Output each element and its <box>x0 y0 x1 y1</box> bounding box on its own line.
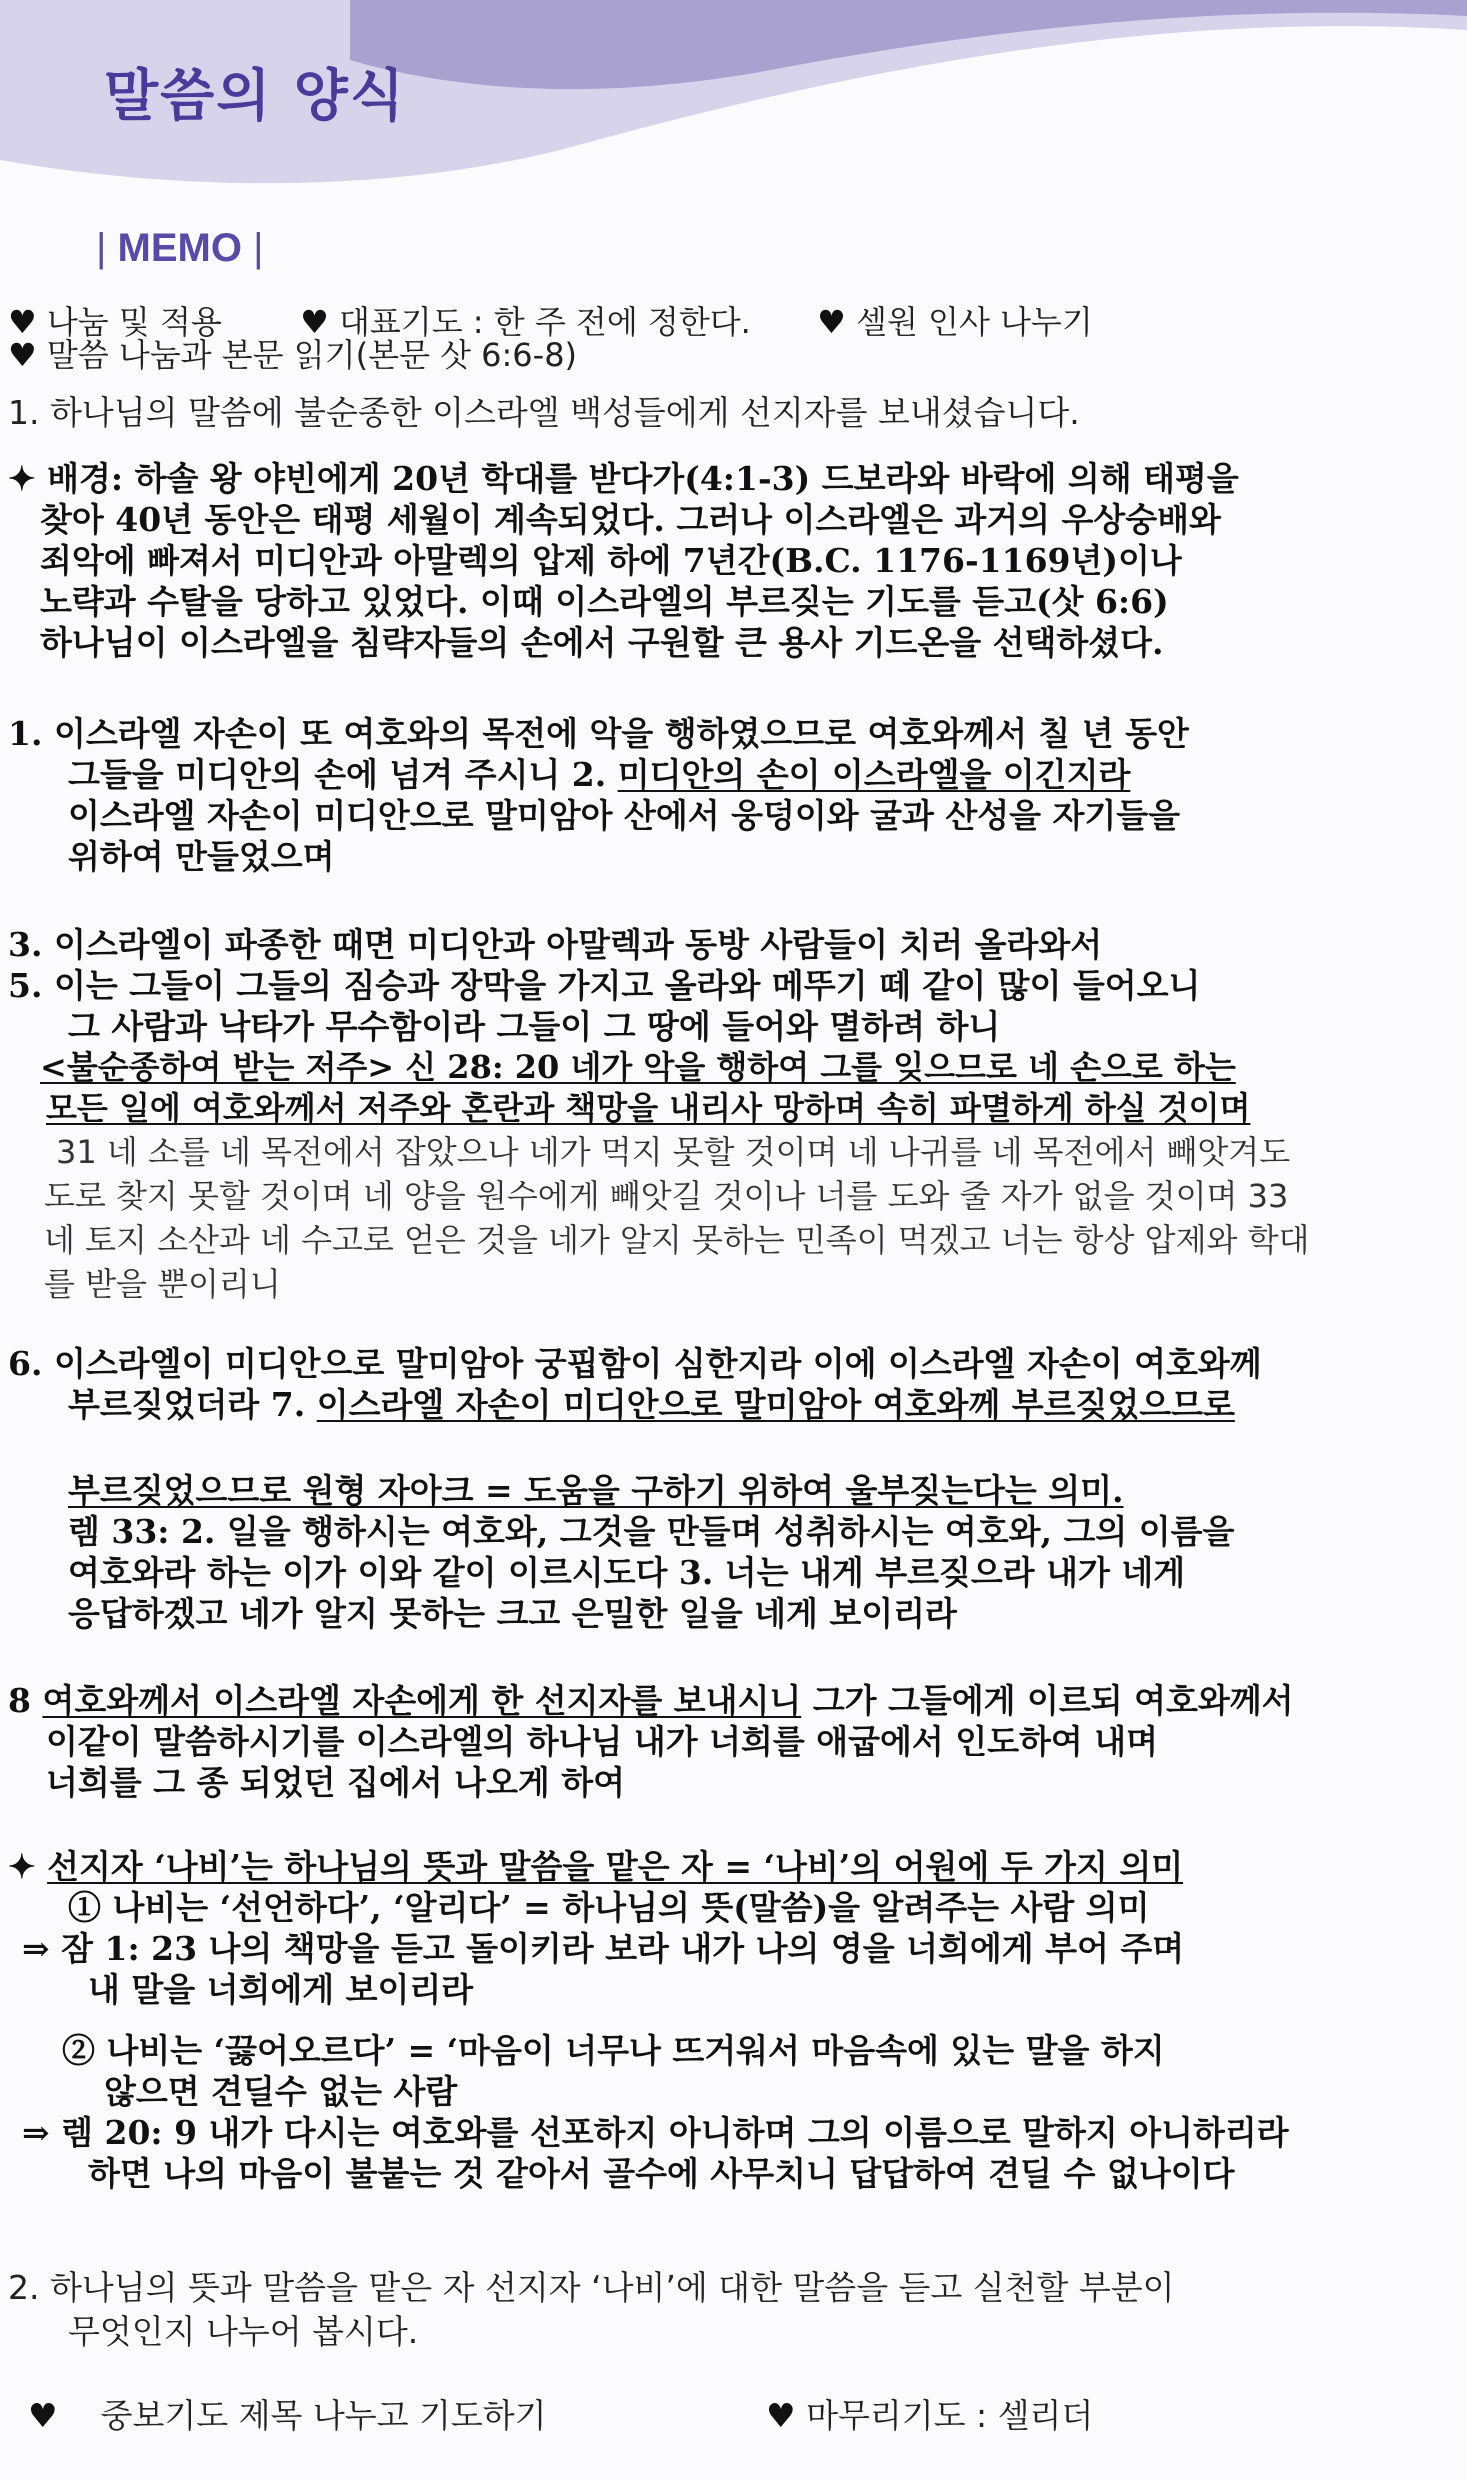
star-icon: ✦ <box>8 1847 48 1886</box>
background-line: 죄악에 빠져서 미디안과 아말렉의 압제 하에 7년간(B.C. 1176-1169년)이나 <box>40 541 1182 580</box>
proverbs-line: ⇒ 잠 1: 23 나의 책망을 듣고 돌이키라 보라 내가 나의 영을 너희에게 부어 주며 <box>22 1929 1185 1968</box>
background-line: 찾아 40년 동안은 태평 세월이 계속되었다. 그러나 이스라엘은 과거의 우상숭배와 <box>40 500 1221 539</box>
intro-row-1 <box>8 303 1459 341</box>
passage-text: 부르짖었더라 7. <box>68 1385 317 1424</box>
jeremiah-20-line: 하면 나의 마음이 불붙는 것 같아서 골수에 사무치니 답답하여 견딜 수 없나이다 <box>88 2154 1235 2193</box>
passage-text: 8 <box>8 1681 43 1720</box>
heart-icon: ♥ <box>766 2396 796 2435</box>
passage-line <box>8 1680 1459 1721</box>
jeremiah-line: 여호와라 하는 이가 이와 같이 이르시도다 3. 너는 내게 부르짖으라 내가 네게 <box>68 1553 1186 1592</box>
passage-text: 그가 그들에게 이르되 여호와께서 <box>801 1681 1294 1720</box>
footer-closing-prayer <box>766 2390 1093 2437</box>
intro-item-reading: 말씀 나눔과 본문 읽기(본문 삿 6:6-8) <box>46 336 578 374</box>
heart-icon: ♥ <box>28 2396 58 2435</box>
proverbs-line: 내 말을 너희에게 보이리라 <box>88 1970 474 2009</box>
passage-line <box>8 1384 1459 1425</box>
cry-meaning: 부르짖었으므로 원형 자아크 = 도움을 구하기 위하여 울부짖는다는 의미. <box>68 1471 1124 1510</box>
passage-underlined: 미디안의 손이 이스라엘을 이긴지라 <box>617 755 1131 794</box>
cry-explanation <box>8 1470 1459 1634</box>
background-line: 노략과 수탈을 당하고 있었다. 이때 이스라엘의 부르짖는 기도를 듣고(삿 6:6) <box>40 582 1169 621</box>
passage-line: 1. 이스라엘 자손이 또 여호와의 목전에 악을 행하였으므로 여호와께서 칠 년 동안 <box>8 714 1189 753</box>
footer-closing-prayer-text: 마무리기도 : 셀리더 <box>806 2396 1094 2435</box>
page-title: 말씀의 양식 <box>104 64 406 129</box>
verse-line: 31 네 소를 네 목전에서 잡았으나 네가 먹지 못할 것이며 네 나귀를 네 목전에서 빼앗겨도 <box>56 1133 1291 1171</box>
heart-icon: ♥ <box>8 336 37 374</box>
intro-row-2 <box>8 336 1459 374</box>
verse-line: 네 토지 소산과 네 수고로 얻은 것을 네가 알지 못하는 민족이 먹겠고 너는 항상 압제와 학대 <box>44 1221 1310 1259</box>
passage-line: 3. 이스라엘이 파종한 때면 미디안과 아말렉과 동방 사람들이 치러 올라와서 <box>8 925 1103 964</box>
heart-icon: ♥ <box>300 303 329 341</box>
question-2-line: 2. 하나님의 뜻과 말씀을 맡은 자 선지자 ‘나비’에 대한 말씀을 듣고 실천할 부분이 <box>8 2268 1175 2307</box>
background-line: 하나님이 이스라엘을 침략자들의 손에서 구원할 큰 용사 기드온을 선택하셨다. <box>40 623 1164 662</box>
passage-underlined: 여호와께서 이스라엘 자손에게 한 선지자를 보내시니 <box>42 1681 802 1720</box>
memo-bar-left: | <box>96 226 107 270</box>
background-section <box>8 458 1459 663</box>
heart-icon: ♥ <box>8 303 37 341</box>
verse-line: 도로 찾지 못할 것이며 네 양을 원수에게 빼앗길 것이나 너를 도와 줄 자가 없을 것이며 33 <box>44 1177 1289 1215</box>
curse-line: 모든 일에 여호와께서 저주와 혼란과 책망을 내리사 망하며 속히 파멸하게 하실 것이며 <box>46 1089 1251 1127</box>
nabi-heading <box>8 1846 1459 1887</box>
passage-verses-6-7 <box>8 1343 1459 1425</box>
passage-verses-1-2 <box>8 713 1459 877</box>
prophet-nabi-section <box>8 1846 1459 2194</box>
nabi-definition: 선지자 ‘나비’는 하나님의 뜻과 말씀을 맡은 자 = ‘나비’의 어원에 두 가지 의미 <box>47 1847 1184 1886</box>
passage-text: 그들을 미디안의 손에 넘겨 주시니 2. <box>68 755 618 794</box>
nabi-meaning-2-cont: 않으면 견딜수 없는 사람 <box>104 2072 458 2111</box>
footer-intercession-text: 중보기도 제목 나누고 기도하기 <box>100 2396 547 2435</box>
question-1-text: 1. 하나님의 말씀에 불순종한 이스라엘 백성들에게 선지자를 보내셨습니다. <box>8 393 1080 432</box>
passage-line: 이같이 말씀하시기를 이스라엘의 하나님 내가 너희를 애굽에서 인도하여 내며 <box>46 1722 1159 1761</box>
passage-line: 너희를 그 종 되었던 집에서 나오게 하여 <box>46 1763 625 1802</box>
nabi-meaning-2: ② 나비는 ‘끓어오르다’ = ‘마음이 너무나 뜨거워서 마음속에 있는 말을 하지 <box>62 2031 1165 2070</box>
passage-line: 6. 이스라엘이 미디안으로 말미암아 궁핍함이 심한지라 이에 이스라엘 자손이 여호와께 <box>8 1344 1262 1383</box>
passage-line: 이스라엘 자손이 미디안으로 말미암아 산에서 웅덩이와 굴과 산성을 자기들을 <box>68 796 1181 835</box>
passage-line: 위하여 만들었으며 <box>68 837 335 876</box>
curse-heading: <불순종하여 받는 저주> 신 28: 20 네가 악을 행하여 그를 잊으므로 네 손으로 하는 <box>40 1048 1236 1086</box>
passage-line: 그 사람과 낙타가 무수함이라 그들이 그 땅에 들어와 멸하려 하니 <box>68 1007 1001 1046</box>
intro-item-greeting: 셀원 인사 나누기 <box>856 303 1093 341</box>
memo-bar-right: | <box>253 226 264 270</box>
intro-item-prayer: 대표기도 : 한 주 전에 정한다. <box>338 303 751 341</box>
footer-intercession <box>28 2390 546 2437</box>
memo-label: MEMO <box>117 226 242 270</box>
question-2-line: 무엇인지 나누어 봅시다. <box>68 2312 419 2351</box>
passage-verse-8 <box>8 1680 1459 1803</box>
intro-item-sharing: 나눔 및 적용 <box>46 303 222 341</box>
intro-section <box>8 303 1459 374</box>
question-2 <box>8 2266 1459 2354</box>
memo-heading <box>96 226 263 271</box>
background-line: ✦ 배경: 하솔 왕 야빈에게 20년 학대를 받다가(4:1-3) 드보라와 바락에 의해 태평을 <box>8 459 1239 498</box>
verse-line: 를 받을 뿐이리니 <box>44 1265 281 1303</box>
passage-underlined: 이스라엘 자손이 미디안으로 말미암아 여호와께 부르짖었으므로 <box>316 1385 1235 1424</box>
jeremiah-20-line: ⇒ 렘 20: 9 내가 다시는 여호와를 선포하지 아니하며 그의 이름으로 말하지 아니하리라 <box>22 2113 1289 2152</box>
jeremiah-line: 렘 33: 2. 일을 행하시는 여호와, 그것을 만들며 성취하시는 여호와, 그의 이름을 <box>68 1512 1235 1551</box>
question-1 <box>8 393 1459 432</box>
nabi-meaning-1: ① 나비는 ‘선언하다’, ‘알리다’ = 하나님의 뜻(말씀)을 알려주는 사람 의미 <box>68 1888 1150 1927</box>
passage-line <box>8 754 1459 795</box>
heart-icon: ♥ <box>817 303 846 341</box>
jeremiah-line: 응답하겠고 네가 알지 못하는 크고 은밀한 일을 네게 보이리라 <box>68 1594 957 1633</box>
passage-line: 5. 이는 그들이 그들의 짐승과 장막을 가지고 올라와 메뚜기 떼 같이 많이 들어오니 <box>8 966 1201 1005</box>
deuteronomy-verses <box>8 1130 1459 1306</box>
passage-verses-3-5 <box>8 924 1459 1129</box>
